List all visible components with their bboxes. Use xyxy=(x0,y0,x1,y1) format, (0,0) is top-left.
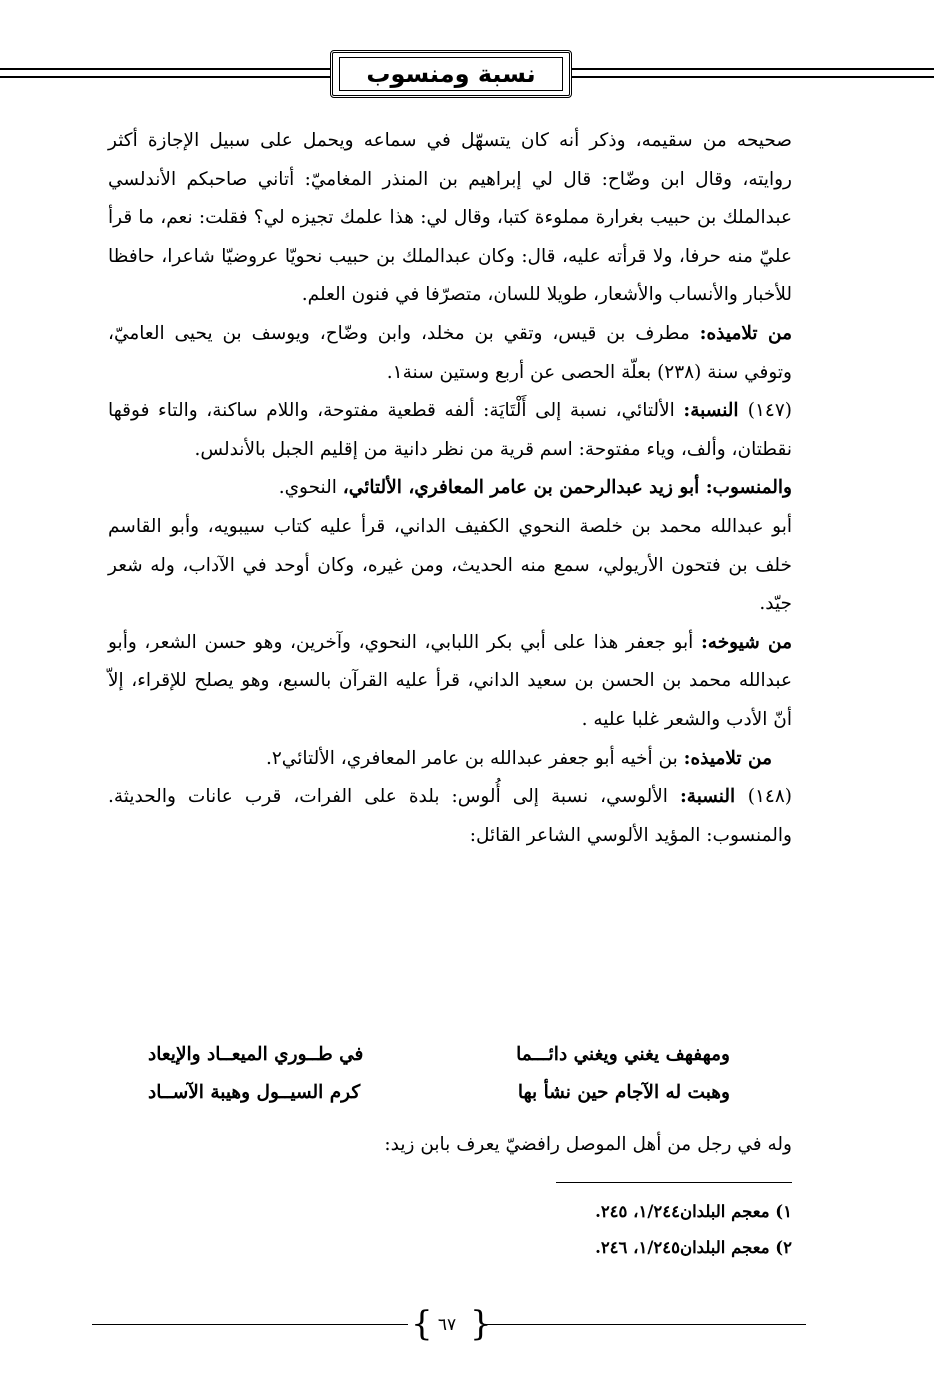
label-mansub: والمنسوب: أبو زيد عبدالرحمن بن عامر المعافري، الألتائي، xyxy=(342,477,792,499)
main-text xyxy=(108,122,792,855)
label-teachers: من شيوخه: xyxy=(700,631,792,653)
footnotes xyxy=(400,1194,792,1266)
paragraph-3 xyxy=(108,392,792,469)
header-rule-left-2 xyxy=(0,76,330,78)
closing-line: وله في رجل من أهل الموصل رافضيّ يعرف بابن زيد: xyxy=(384,1134,792,1155)
page-header xyxy=(0,48,934,104)
footer-brace-right: } xyxy=(470,1304,492,1344)
paragraph-5: أبو عبدالله محمد بن خلصة النحوي الكفيف الداني، قرأ عليه كتاب سيبويه، وأبو القاسم خلف بن فتحون الأريولي، سمع منه الحديث، ومن غيره، وكان أوحد في الآداب، وله شعر جيّد. xyxy=(108,515,792,615)
label-nisba: النسبة: xyxy=(683,400,748,422)
verse-second-hemistich: كرم السيــول وهيبة الآســاد xyxy=(148,1082,361,1103)
verse-second-hemistich: في طــوري الميعــاد والإيعاد xyxy=(148,1044,364,1065)
paragraph-4 xyxy=(108,469,792,508)
footnote-2: ٢) معجم البلدان١/٢٤٥، ٢٤٦. xyxy=(595,1238,792,1257)
verse-first-hemistich: وهبت له الآجام حين نشأ بها xyxy=(517,1082,730,1103)
entry-number-147: (١٤٧) xyxy=(747,400,792,422)
header-rule-right-2 xyxy=(572,76,934,78)
paragraph-1: صحيحه من سقيمه، وذكر أنه كان يتسهّل في سماعه ويحمل على سبيل الإجازة أكثر روايته، وقال ابن وضّاح: قال لي إبراهيم بن المنذر المغاميّ: أتاني صاحبكم الأندلسي عبدالملك بن حبيب بغرارة مملوءة كتبا، وقال لي: هذا علمك تجيزه لي؟ فقلت: نعم، ما قرأ عليّ منه حرفا، ولا قرأته عليه، قال: وكان عبدالملك بن حبيب نحويّا عروضيّا شاعرا، حافظا للأخبار والأنساب والأشعار، طويلا للسان، متصرّفا في فنون العلم. xyxy=(108,130,792,306)
paragraph-4-text: النحوي. xyxy=(278,477,343,499)
poetry-block xyxy=(148,1036,730,1112)
paragraph-3-text: الألتائي، نسبة إلى أَلْتَايَة: ألفه قطعية مفتوحة، واللام ساكنة، والتاء فوقها نقطتان، وألف، وياء مفتوحة: اسم قرية من نظر دانية من إقليم الجبل بالأندلس. xyxy=(108,400,792,460)
footnote-separator xyxy=(556,1182,792,1183)
footer-rule-right xyxy=(486,1324,806,1325)
paragraph-2 xyxy=(108,315,792,392)
running-title: نسبة ومنسوب xyxy=(339,57,563,91)
label-students-2: من تلاميذه: xyxy=(683,747,772,769)
label-students: من تلاميذه: xyxy=(699,322,792,344)
title-frame xyxy=(330,50,572,98)
paragraph-6-text: أبو جعفر هذا على أبي بكر اللبابي، النحوي، وآخرين، وهو حسن الشعر، وأبو عبدالله محمد بن الحسن بن سعيد الداني، قرأ عليه القرآن بالسبع، وهو يصلح للإقراء، إلاّ أنّ الأدب والشعر غلبا عليه . xyxy=(108,631,792,730)
header-rule-right xyxy=(572,68,934,70)
paragraph-7 xyxy=(108,740,792,779)
paragraph-8 xyxy=(108,778,792,855)
paragraph-6 xyxy=(108,624,792,740)
verse-first-hemistich: ومهفهف يغني ويغني دائـــما xyxy=(516,1044,730,1065)
entry-number-148: (١٤٨) xyxy=(747,786,793,808)
footnote-1: ١) معجم البلدان١/٢٤٤، ٢٤٥. xyxy=(595,1202,792,1221)
paragraph-8-text: الألوسي، نسبة إلى أُلوس: بلدة على الفرات، قرب عانات والحديثة. والمنسوب: المؤيد الألوسي الشاعر القائل: xyxy=(108,786,792,846)
page-footer xyxy=(0,1306,934,1346)
page-number: ٦٧ xyxy=(437,1315,457,1335)
header-rule-left xyxy=(0,68,330,70)
paragraph-2-text: مطرف بن قيس، وتقي بن مخلد، وابن وضّاح، ويوسف بن يحيى العاميّ، وتوفي سنة (٢٣٨) بعلّة الحصى عن أربع وستين سنة١. xyxy=(108,322,792,383)
paragraph-7-text: بن أخيه أبو جعفر عبدالله بن عامر المعافري، الألتائي٢. xyxy=(265,747,684,769)
label-nisba-2: النسبة: xyxy=(679,786,748,808)
footer-rule-left xyxy=(92,1324,408,1325)
verse-line xyxy=(148,1036,730,1074)
footer-brace-left: { xyxy=(411,1304,433,1344)
verse-line xyxy=(148,1074,730,1112)
